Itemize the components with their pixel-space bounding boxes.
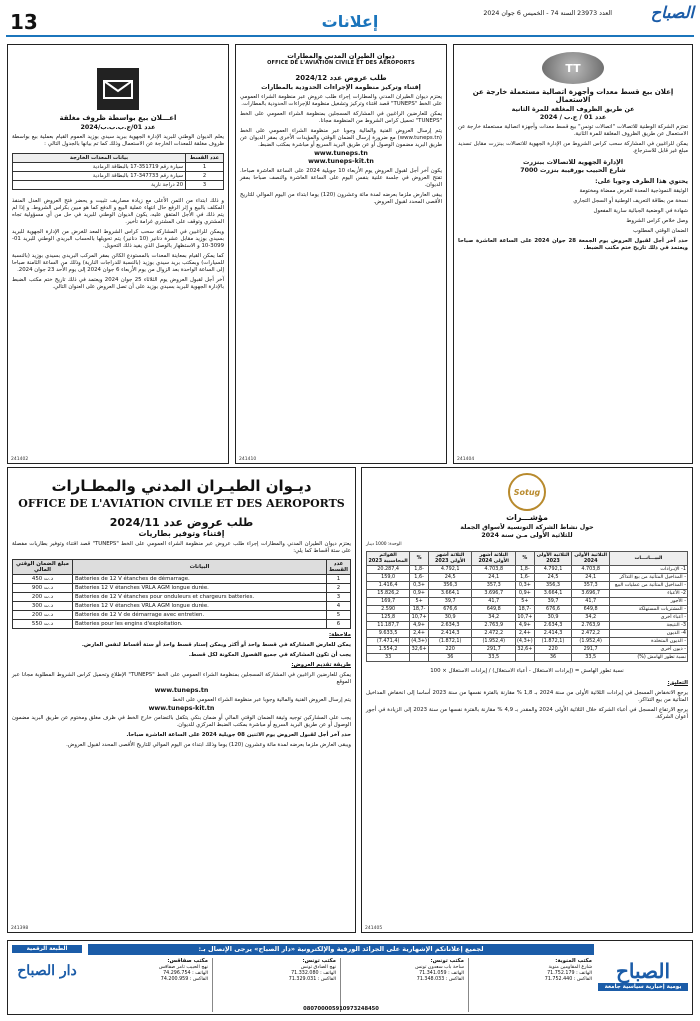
masthead-name: الصباح <box>615 959 671 983</box>
table-cell: 550 د.ت <box>13 620 73 629</box>
table-cell: +2,4 <box>516 629 535 637</box>
ad-body: يمكن للعارضين الراغبين في المشاركة المسجلين بمنظومة الشراء العمومي على الخط "TUNEPS" تحميل كراس الشروط من المنظومة مجانا. <box>240 111 442 125</box>
table-cell: 4- الديون <box>610 629 688 637</box>
table-cell: 220 <box>428 645 472 653</box>
table-cell: - المداخيل المتأتية من عمليات البيع <box>610 581 688 589</box>
contact-bar: لجميع إعلاناتكم الإشهارية على الجرائد الورقية والإلكترونية «دار الصباح» يرجى الإتصال بـ: <box>88 944 594 955</box>
table-row <box>367 613 688 621</box>
table-cell: 291,7 <box>472 645 516 653</box>
note: يجب أن تكون المشاركة في جميع الفصول المكونة لكل قسط. <box>188 652 351 659</box>
table-cell: 2- الأعباء <box>610 589 688 597</box>
table-cell: 649,8 <box>472 605 516 613</box>
assabah-masthead <box>598 959 688 1011</box>
table-header: عدد القسط <box>186 154 224 163</box>
table-cell: 9.633,5 <box>367 629 410 637</box>
header-brand <box>444 3 694 31</box>
table-cell: 3 <box>186 181 224 190</box>
table-cell: 2.763,9 <box>472 621 516 629</box>
table-cell: -1,6 <box>516 573 535 581</box>
ad-market-indicators <box>361 467 693 933</box>
table-cell: - أعباء أخرى <box>610 613 688 621</box>
table-cell: (+4,3) <box>411 638 427 644</box>
table-cell: (1.952,4) <box>572 637 610 645</box>
formula-expression: (إيرادات الاستغلال - أعباء الاستغلال) / إيرادات الاستغلال × 100 <box>430 667 574 674</box>
footer-contact <box>7 940 693 1015</box>
table-cell: 1 <box>186 163 224 172</box>
table-cell: - المداخيل المتأتية من بيع التذاكر <box>610 573 688 581</box>
table-row <box>13 620 351 629</box>
table-cell: 200 د.ت <box>13 611 73 620</box>
table-cell: 4.792,1 <box>534 565 572 573</box>
table-cell: 125,8 <box>367 613 410 621</box>
table-cell: 2.414,3 <box>428 629 472 637</box>
ad-reference: عدد 01 / ج.ب / 2024 <box>539 114 607 121</box>
ad-subtitle: إقتناء وتوفير بطاريات <box>138 529 225 538</box>
table-row <box>367 573 688 581</box>
table-header: الثلاثية الأولى 2024 <box>572 551 610 565</box>
url-link[interactable]: www.tuneps.tn <box>314 150 368 158</box>
table-cell: -1,8 <box>516 565 535 573</box>
dar-name: دار الصباح <box>17 963 77 979</box>
formula-label: نسبة تطور الهامش = <box>574 667 624 674</box>
section-title: إعلانات <box>321 12 379 31</box>
table-cell: 4.792,1 <box>428 565 472 573</box>
table-cell: 2.634,3 <box>534 621 572 629</box>
table-cell: 11.187,7 <box>367 621 410 629</box>
ad-title: طلب عروض عدد 2024/12 <box>295 74 387 82</box>
table-cell: -18,7 <box>516 605 535 613</box>
office-column <box>84 958 208 1012</box>
sotug-logo-icon: Sotug <box>508 473 546 511</box>
table-cell: - الديون المتخلدة <box>610 637 688 645</box>
table-cell: 4.703,8 <box>572 565 610 573</box>
office-line: الهاتف : 74.296.754 <box>163 971 208 977</box>
office-column <box>212 958 336 1012</box>
ad-body: تعتزم الشركة الوطنية للاتصالات "اتصالات تونس" بيع قسط معدات وأجهزة اتصالية مستعملة خارجة عن الاستعمال عن طريق الظروف المغلقة للمرة الثانية. <box>458 124 688 138</box>
table-cell: 2.472,2 <box>472 629 516 637</box>
ad-subtitle: إقتناء وتركيز منظومة الإجراءات الحدودية بالمطارات <box>261 84 421 91</box>
oaca-logo <box>240 48 442 70</box>
table-cell: 3.696,7 <box>472 589 516 597</box>
table-cell: 2.634,3 <box>428 621 472 629</box>
ad-code: 241404 <box>457 457 475 462</box>
table-row <box>13 163 224 172</box>
ad-telecom-sale <box>453 44 693 464</box>
table-cell: 24,5 <box>534 573 572 581</box>
ad-body: يتم إرسال العروض الفنية والمالية وجوبا عبر منظومة الشراء العمومي على الخط <box>172 697 351 704</box>
table-cell: 41,7 <box>472 597 516 605</box>
indicators-body <box>367 565 688 661</box>
list-item: شهادة في الوضعية الجبائية سارية المفعول <box>593 208 688 215</box>
office-line: الهاتف : 71.332.080 <box>291 971 336 977</box>
table-cell: 2.590 <box>367 605 410 613</box>
table-cell: 20 دراجة نارية <box>13 181 186 190</box>
table-cell: +5 <box>410 597 429 605</box>
table-cell: +10,7 <box>517 614 533 620</box>
comment: يرجع الارتفاع المسجل في أعباء الشركة خلال الثلاثية الأولى 2024 والمقدر بـ 4,9 % مقارنة بالفترة نفسها من سنة 2023 إلى الزيادة في أجور أعوان الشركة. <box>366 706 688 720</box>
table-cell: 24,1 <box>572 573 610 581</box>
url-link[interactable]: www.tuneps.tn <box>154 687 209 695</box>
table-cell: +10,7 <box>411 614 427 620</box>
table-cell: 1.416,4 <box>367 581 410 589</box>
table-cell: 3 <box>326 593 350 602</box>
table-cell: 20.287,4 <box>367 565 410 573</box>
table-cell: +32,6 <box>517 646 533 652</box>
ad-body: كما يمكن القيام بمعاينة المعدات بالمستودع الكائن بمقر المركب البريدي بسيدي بوزيد (بالنسبة للسيارات) وبمكتب بريد سيدي بوزيد (بالنسبة للدراجات النارية) وذلك من الساعة الثامنة صباحا إلى الساعة الواحدة بعد الزوال من يوم الأربعاء 6 جوان 2024 إلى يوم الأحد 23 جوان 2024. <box>12 253 224 274</box>
table-cell: 41,7 <box>572 597 610 605</box>
table-cell: 15.826,2 <box>367 589 410 597</box>
table-cell: 33,5 <box>472 653 516 661</box>
table-cell: 3.664,1 <box>428 589 472 597</box>
table-header: الثلاثية الأولى 2023 <box>534 551 572 565</box>
table-header-row <box>367 551 688 565</box>
ad-code: 241402 <box>11 457 29 462</box>
table-cell: 676,6 <box>428 605 472 613</box>
ad-title: مؤشـــرات <box>506 513 548 522</box>
url-link[interactable]: www.tuneps-kit.tn <box>148 705 215 713</box>
table-cell: 36 <box>534 653 572 661</box>
table-header: الثلاثة أشهر الأولى 2023 <box>428 551 472 565</box>
tunisie-telecom-logo-icon: TT <box>542 52 604 84</box>
table-row <box>13 611 351 620</box>
ad-code: 241410 <box>239 457 257 462</box>
logo-arabic: ديوان الطيران المدني والمطارات <box>287 52 395 60</box>
table-cell: 356,3 <box>534 581 572 589</box>
postal-logo-icon <box>97 68 139 110</box>
ad-subtitle: حول نشاط الشركة التونسية لأسواق الجملة <box>460 524 594 531</box>
table-header: عدد القسط <box>326 560 350 575</box>
table-cell: 36 <box>428 653 472 661</box>
table-cell: +0,3 <box>410 581 429 589</box>
ad-body: يبقى العارض ملزما بعرضه لمدة مائة وعشرون (120) يوما ابتداء من اليوم الموالي للتاريخ الأقصى المحدد لقبول العروض. <box>240 192 442 206</box>
table-cell <box>516 653 535 661</box>
table-cell: -1,8 <box>410 565 429 573</box>
table-row <box>13 593 351 602</box>
table-cell: 169,7 <box>367 597 410 605</box>
table-cell: - الأجور <box>610 597 688 605</box>
table-row <box>367 581 688 589</box>
table-cell: Batteries de 12 V de démarrage avec entretien. <box>73 611 327 620</box>
note: يمكن للعارض المشاركة في قسط واحد أو أكثر ويمكن إسناد قسط واحد أو ستة أقساط لنفس العارض. <box>81 642 351 649</box>
dar-assabah-logo <box>12 945 82 1011</box>
table-header: % <box>516 551 535 565</box>
ad-body: يتم إرسال العروض الفنية والمالية وجوبا عبر منظومة الشراء العمومي على الخط (www.tuneps.tn) مع ضرورة إرسال الضمان الوقتي والمؤيدات الأخرى بمقر الديوان عن طريق البريد مضمون الوصول أو عن طريق البريد السريع أو مباشرة بمكتب الضبط. <box>240 128 442 149</box>
office-line: الفاكس : 71.752.440 <box>544 977 592 983</box>
table-cell: 676,6 <box>534 605 572 613</box>
deadline: حدد آخر أجل لقبول العروض يوم الجمعة 28 جوان 2024 على الساعة العاشرة صباحا ويعتمد في ذلك تاريخ ختم مكتب الضبط. <box>458 238 689 252</box>
table-cell: 4.703,8 <box>472 565 516 573</box>
envelope-icon <box>103 78 133 100</box>
oaca-logo-french: OFFICE DE L'AVIATION CIVILE ET DES AEROPORTS <box>18 497 345 510</box>
ad-body: و ذلك ابتداء من الثمن الأعلى مع زيادة مصاريف تثبيت و يحضر فتح العروض العدل المنفذ المكلف بالبيع و إثر الرفع حال انتهاء عملية البيع و الدفع كما هو مبين بكراس الشروط. و إذا لم يتم ذلك في الأجل المتفق عليه، يكون الديوان الوطني للبريد في حل من أي مسؤولية تجاه المشتري وتوقف على المشتري غرامة تأخير. <box>12 198 224 226</box>
ad-title: إعلان بيع قسط معدات وأجهزة اتصالية مستعملة خارجة عن الاستعمال <box>472 88 674 104</box>
office-name: مكتب تونس: <box>302 958 336 964</box>
ad-intro: يعلم الديوان الوطني للبريد الإدارة الجهوية ببريد سيدي بوزيد العموم القيام بعملية بيع بواسطة ظروف مغلقة للمعدات الخارجة عن الاستعمال وذلك كما تم بيانها بالجدول التالي : <box>12 134 224 148</box>
indicators-table <box>366 551 688 662</box>
table-cell: Batteries 12 V étanches VRLA AGM longue durée. <box>73 584 327 593</box>
office-column <box>468 958 592 1012</box>
bank-account: 080700005910973248450 <box>303 1006 379 1012</box>
url-link[interactable]: www.tuneps-kit.tn <box>308 158 374 166</box>
table-row <box>367 629 688 637</box>
table-cell: 220 <box>534 645 572 653</box>
table-row <box>367 653 688 661</box>
table-cell: 2 <box>186 172 224 181</box>
issue-line: العدد 23973 السنة 74 - الخميس 6 جوان 2024 <box>483 10 612 17</box>
office-name: مكتب صفاقس: <box>167 958 208 964</box>
ad-body: آخر أجل لقبول العروض يوم الثلاثاء 25 جوان 2024 ويعتمد في ذلك تاريخ ختم مكتب الضبط بالإدارة الجهوية للبريد بسيدي بوزيد على أن تصل العروض على العنوان التالي. <box>12 277 224 291</box>
table-row <box>13 584 351 593</box>
table-cell: 2 <box>326 584 350 593</box>
office-line: الفاكس : 74.200.959 <box>160 977 208 983</box>
ad-code: 241405 <box>365 926 383 931</box>
ad-body: يمكن للراغبين في المشاركة سحب كراس الشروط من الإدارة الجهوية للاتصالات ببنزرت مقابل تسديد مبلغ غير قابل للاسترجاع. <box>458 141 688 155</box>
notes-title: ملاحظة: <box>329 632 351 639</box>
ad-title: طلب عروض عدد 2024/11 <box>109 516 254 529</box>
ad-body: ويبقى العارض ملزما بعرضه لمدة مائة وعشرون (120) يوما وذلك ابتداء من اليوم الموالي للتاريخ الأقصى المحدد لقبول العروض. <box>66 742 351 749</box>
table-cell: 30,9 <box>534 613 572 621</box>
table-cell: 30,9 <box>428 613 472 621</box>
ad-oaca-tender-12 <box>235 44 447 464</box>
office-line: الهاتف : 71.752.179 <box>547 971 592 977</box>
table-header: القوائم المحاسبية 2023 <box>368 552 408 564</box>
table-cell: 24,5 <box>428 573 472 581</box>
table-cell: (+4,3) <box>517 638 533 644</box>
table-cell: 291,7 <box>572 645 610 653</box>
table-cell: 34,2 <box>472 613 516 621</box>
table-cell: +0,9 <box>516 589 535 597</box>
table-cell: 450 د.ت <box>13 575 73 584</box>
table-cell: +4,9 <box>410 621 429 629</box>
table-cell: سيارة رقم 347733-17 بالبطاقة الرمادية <box>13 172 186 181</box>
office-name: مكتب المنوبة: <box>555 958 592 964</box>
table-row <box>367 645 688 653</box>
table-row <box>13 172 224 181</box>
digital-edition-label: الطبعة الرقمية <box>12 945 82 953</box>
table-cell: (1.872,1) <box>534 637 572 645</box>
table-header-row <box>13 154 224 163</box>
ad-body: ويمكن للراغبين في المشاركة سحب كراس الشروط المعد للغرض من الإدارة الجهوية للبريد بسيدي بوزيد مقابل عشرة دنانير (10 دنانير) يتم تحويلها بالحساب البريدي الوطني للبريد 01-3099-10 و الاستظهار بالوصل الذي يفيد ذلك التحويل. <box>12 229 225 250</box>
table-row <box>13 181 224 190</box>
logo-french: OFFICE DE L'AVIATION CIVILE ET DES AEROPORTS <box>267 60 415 66</box>
table-cell: 34,2 <box>572 613 610 621</box>
page-header <box>0 0 700 42</box>
table-cell: 3- النتيجة <box>610 621 688 629</box>
table-row <box>367 597 688 605</box>
table-cell: نسبة تطور الهامش (%) <box>610 653 688 661</box>
ad-postal-sale <box>7 44 229 464</box>
newspaper-logo: الصباح <box>650 3 694 22</box>
masthead-kicker: يومية إخبارية سياسية جامعة <box>598 983 688 991</box>
table-cell: 300 د.ت <box>13 602 73 611</box>
table-cell: 24,1 <box>472 573 516 581</box>
table-cell: سيارة رقم 351719-17 بالبطاقة الرمادية <box>13 163 186 172</box>
oaca-logo-arabic: ديـوان الطيـران المدني والمطـارات <box>51 477 312 495</box>
ad-body: يكون آخر أجل لقبول العروض يوم الأربعاء 10 جويلية 2024 على الساعة العاشرة صباحا. تفتح العروض في جلسة علنية بنفس اليوم على الساعة العاشرة والنصف صباحا بمقر الديوان. <box>240 168 442 189</box>
table-cell <box>410 653 429 661</box>
table-cell: -18,7 <box>410 605 429 613</box>
table-cell: Batteries de 12 V étanches pour onduleurs et chargeurs batteries. <box>73 593 327 602</box>
table-cell: Batteries de 12 V étanches de démarrage. <box>73 575 327 584</box>
table-cell: 1- الإيـرادات <box>610 565 688 573</box>
table-cell: (1.952,4) <box>472 637 516 645</box>
comment: يرجع الانخفاض المسجل في إيرادات الثلاثية الأولى من سنة 2024 بـ 1,8 % مقارنة بالفترة نفسها من سنة 2023 أساسا إلى انخفاض المداخيل المتأتية من بيع التذاكر. <box>366 689 689 703</box>
ad-oaca-batteries <box>7 467 356 933</box>
ad-body: يجب على المشاركين توجيه وثيقة الضمان الوقتي المالي أو ضمان بنكي يتكفل بالتضامن خارج الخط في ظرف مغلق ومختوم عن طريق البريد مضمون الوصول أو عن طريق البريد السريع أو مباشرة بمكتب الضبط المركزي للديوان. <box>12 715 351 729</box>
table-cell: 2.472,2 <box>572 629 610 637</box>
table-cell: +0,3 <box>516 581 535 589</box>
table-cell: 33,5 <box>572 653 610 661</box>
list-item: نسخة من بطاقة التعريف الوطنية أو السجل التجاري <box>573 198 688 205</box>
table-row <box>367 605 688 613</box>
list-item: الوثيقة النموذجية المعدة للغرض ممضاة ومختومة <box>579 188 688 195</box>
ad-body: يعتزم ديوان الطيران المدني والمطارات إجراء طلب عروض عبر منظومة الشراء العمومي على الخط "TUNEPS" قصد اقتناء وتركيز وتشغيل منظومة للإجراءات الحدودية بالمطارات. <box>240 94 442 108</box>
office-line: الهاتف : 71.341.059 <box>419 971 464 977</box>
table-cell: +0,9 <box>410 589 429 597</box>
table-cell: - المشتريات المستهلكة <box>610 605 688 613</box>
ad-subtitle: للثلاثية الأولى مـن سنة 2024 <box>481 532 573 539</box>
unit-label: الوحدة: 1000 دينار <box>366 542 402 547</box>
office-line: نهج الصادق تونس <box>300 965 336 971</box>
ad-subtitle: عن طريق الظروف المغلقة للمرة الثانية <box>511 106 635 113</box>
table-header: البيانات <box>73 560 327 575</box>
table-cell: 357,3 <box>572 581 610 589</box>
table-header: البيـــانـــات <box>610 551 688 565</box>
table-cell: 5 <box>326 611 350 620</box>
table-cell: 39,7 <box>428 597 472 605</box>
table-header: % <box>410 551 429 565</box>
table-cell: 900 د.ت <box>13 584 73 593</box>
table-cell: 159,0 <box>367 573 410 581</box>
table-header-row <box>13 560 351 575</box>
table-cell: 1 <box>326 575 350 584</box>
table-cell: 1.554,2 <box>367 645 410 653</box>
table-cell: 33 <box>367 653 410 661</box>
table-header: الثلاثة أشهر الأولى 2024 <box>472 551 516 565</box>
table-cell: - ديون أخرى <box>610 645 688 653</box>
table-cell: 2.763,9 <box>572 621 610 629</box>
ad-code: 241398 <box>11 926 29 931</box>
ad-intro: يعتزم ديوان الطيران المدني والمطارات إجراء طلب عروض عبر منظومة الشراء العمومي على الخط "TUNEPS" قصد اقتناء وتوفير بطاريات مفصلة على ستة أقساط كما يلي: <box>12 541 351 555</box>
table-cell: +2,4 <box>410 629 429 637</box>
table-row <box>13 575 351 584</box>
table-cell: Batteries 12 V étanches VRLA AGM longue durée. <box>73 602 327 611</box>
table-cell: +32,6 <box>411 646 427 652</box>
table-cell: (7.471,4) <box>367 637 410 645</box>
address-title: الإدارة الجهوية للاتصالات ببنزرت <box>523 159 623 167</box>
table-header: مبلغ الضمان الوقتي المالي <box>13 560 73 575</box>
office-line: الفاكس : 71.329.031 <box>288 977 336 983</box>
section-subtitle: طريقة تقديم العروض: <box>291 662 351 669</box>
table-cell: 3.696,7 <box>572 589 610 597</box>
table-row <box>367 637 688 645</box>
page-number: 13 <box>10 10 38 34</box>
table-row <box>367 565 688 573</box>
list-item: الضمان الوقتي المطلوب <box>633 228 688 235</box>
table-row <box>367 621 688 629</box>
office-column <box>340 958 464 1012</box>
table-cell: +5 <box>516 597 535 605</box>
deadline: حدد آخر أجل لقبول العروض يوم الاثنين 08 جويلية 2024 على الساعة العاشرة صباحا. <box>126 732 351 739</box>
table-cell: 39,7 <box>534 597 572 605</box>
ad-title: اعـــلان بيع بواسطة ظروف مغلقة <box>59 114 177 122</box>
office-line: ساحة باب سعدون تونس <box>415 965 464 971</box>
table-cell: 6 <box>326 620 350 629</box>
table-cell: 3.664,1 <box>534 589 572 597</box>
list-title: يحتوي هذا الظرف وجوبا على: <box>595 178 688 186</box>
office-line: شارع المقاومين منوبة <box>548 965 592 971</box>
list-item: وصل خلاص كراس الشروط <box>626 218 688 225</box>
header-divider <box>6 35 694 37</box>
equipment-table <box>12 153 224 190</box>
table-header: بيانات المعدات الخارجة <box>13 154 186 163</box>
formula <box>366 668 688 674</box>
table-cell: 356,3 <box>428 581 472 589</box>
table-row <box>367 589 688 597</box>
office-line: نهج الحبيب ثامر صفاقس <box>158 965 208 971</box>
table-cell: 357,3 <box>472 581 516 589</box>
batteries-table <box>12 559 351 629</box>
table-cell: 649,8 <box>572 605 610 613</box>
address: شارع الحبيب بورقيبة بنزرت 7000 <box>520 167 626 175</box>
table-cell: Batteries pour les engins d'exploitation. <box>73 620 327 629</box>
table-cell: (1.872,1) <box>428 637 472 645</box>
ad-body: يمكن للعارضين الراغبين في المشاركة المسجلين بمنظومة الشراء العمومي على الخط "TUNEPS" الإطلاع وتحميل كراس الشروط المطلوبة مجانا عبر الموقع <box>12 672 351 686</box>
office-line: الفاكس : 71.348.033 <box>416 977 464 983</box>
table-cell: 200 د.ت <box>13 593 73 602</box>
table-cell: -1,6 <box>410 573 429 581</box>
comments-title: التعليق: <box>667 679 688 686</box>
table-cell: 4 <box>326 602 350 611</box>
office-name: مكتب تونس: <box>430 958 464 964</box>
ad-reference: عدد 01/ج.ب.ب.ب/2024 <box>80 124 156 131</box>
table-row <box>13 602 351 611</box>
table-cell: +4,9 <box>516 621 535 629</box>
table-cell: 2.414,3 <box>534 629 572 637</box>
